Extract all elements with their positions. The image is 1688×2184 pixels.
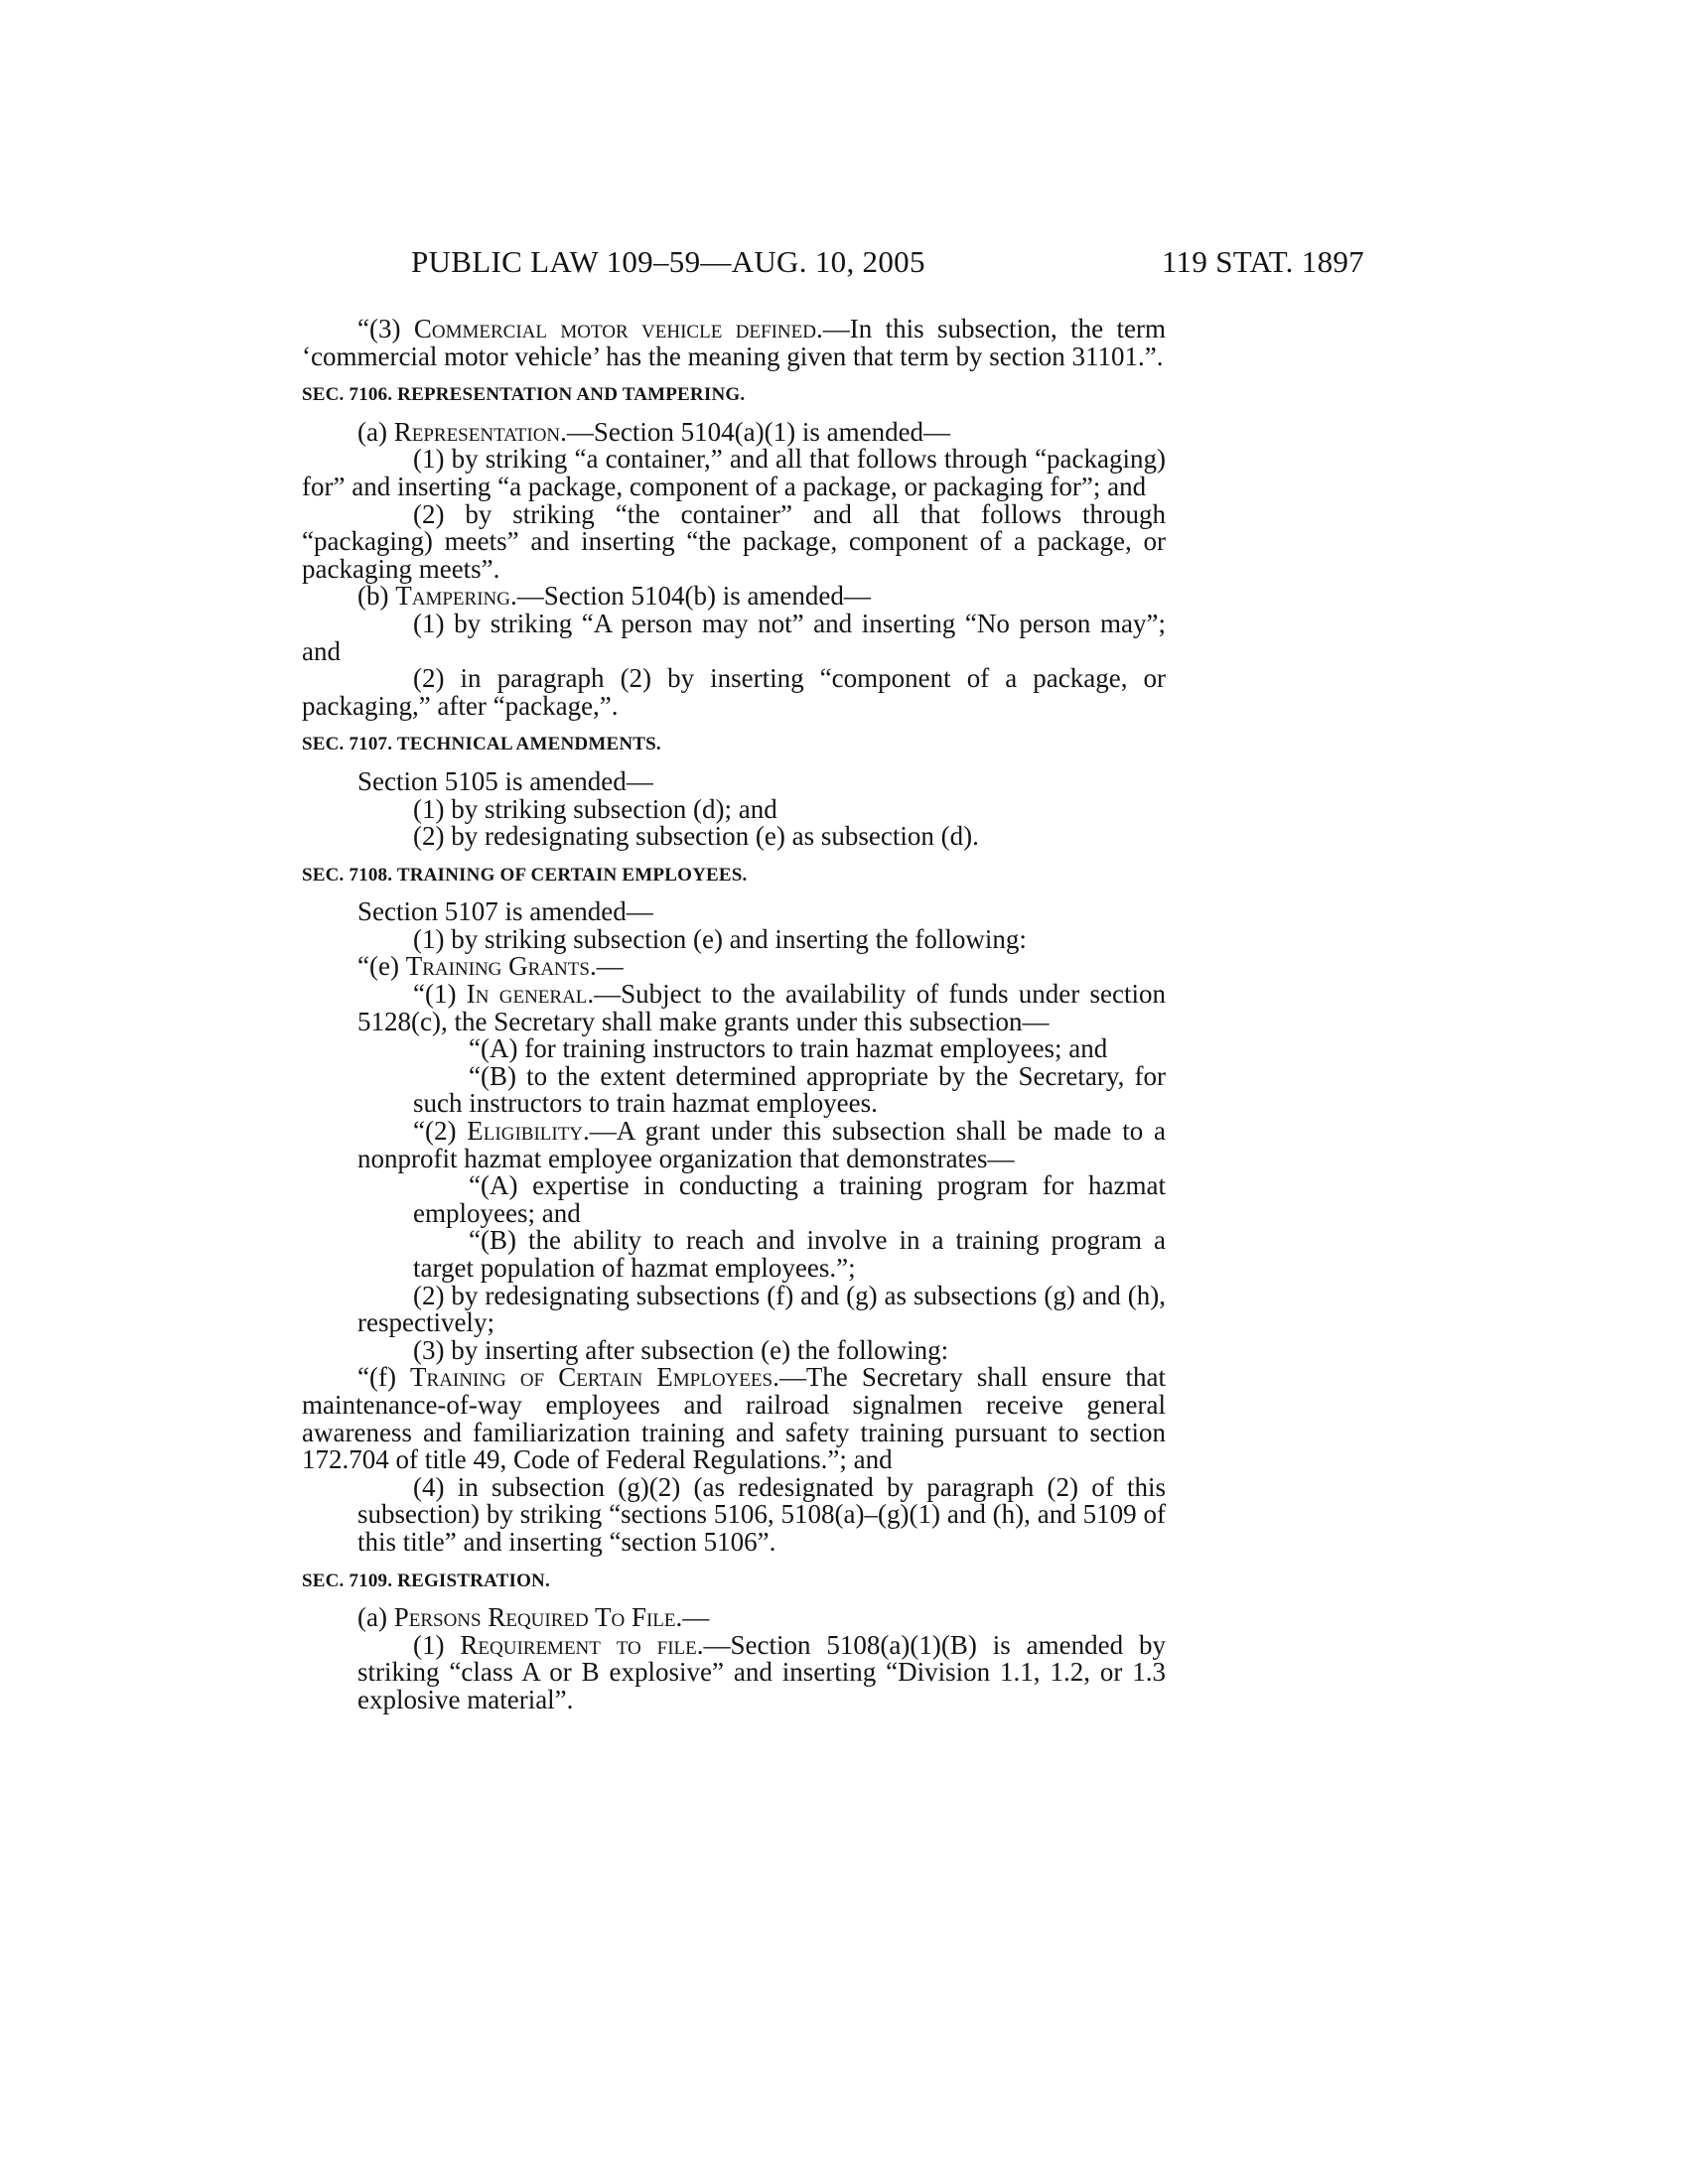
section-heading-7106: SEC. 7106. REPRESENTATION AND TAMPERING. bbox=[302, 384, 746, 406]
section-heading-7108: SEC. 7108. TRAINING OF CERTAIN EMPLOYEES. bbox=[302, 864, 748, 886]
document-page bbox=[302, 0, 1364, 2184]
paragraph-heading: In general bbox=[466, 979, 588, 1010]
subsection-heading: Training Grants bbox=[405, 951, 590, 982]
paragraph-7108-2: (2) by redesignating subsections (f) and (g) as subsections (g) and (h), respectively; bbox=[357, 1280, 1166, 1338]
subsection-heading: Representation bbox=[393, 416, 561, 447]
subsection-training-of-certain-employees: “(f) Training of Certain Employees.—The Secretary shall ensure that maintenance-of-way employees and railroad signalmen receive general awareness and familiarization training and safety training pursuant to section 172.704 of title 49, Code of Federal Regulations.”; and bbox=[302, 1362, 1166, 1475]
subsection-heading: Training of Certain Employees bbox=[410, 1362, 774, 1393]
subsection-representation: (a) Representation.—Section 5104(a)(1) is amended— bbox=[357, 416, 951, 447]
paragraph-commercial-motor-vehicle: “(3) Commercial motor vehicle defined.—In this subsection, the term ‘commercial motor vehicle’ has the meaning given that term by section 31101.”. bbox=[302, 314, 1166, 371]
subparagraph-2-b: “(B) the ability to reach and involve in a training program a target population of hazmat employees.”; bbox=[413, 1225, 1166, 1283]
public-law-citation: PUBLIC LAW 109–59—AUG. 10, 2005 bbox=[411, 244, 925, 279]
running-head bbox=[302, 244, 1364, 284]
section-heading-7107: SEC. 7107. TECHNICAL AMENDMENTS. bbox=[302, 734, 661, 755]
subsection-training-grants: “(e) Training Grants.— bbox=[357, 951, 624, 982]
paragraph-7108-1: (1) by striking subsection (e) and inserting the following: bbox=[413, 923, 1027, 954]
subsection-heading: Tampering bbox=[395, 581, 510, 612]
document-body bbox=[302, 316, 1166, 1714]
paragraph-7108-3: (3) by inserting after subsection (e) the following: bbox=[413, 1334, 949, 1365]
statute-page-number: 119 STAT. 1897 bbox=[1161, 244, 1364, 279]
paragraph-7107-1: (1) by striking subsection (d); and bbox=[413, 793, 777, 824]
paragraph-heading: Requirement to file bbox=[460, 1629, 697, 1660]
paragraph-7108-intro: Section 5107 is amended— bbox=[357, 896, 653, 927]
paragraph-eligibility: “(2) Eligibility.—A grant under this subsection shall be made to a nonprofit hazmat employee organization that demonstrates— bbox=[357, 1116, 1167, 1173]
subsection-persons-required-to-file: (a) Persons Required To File.— bbox=[357, 1602, 710, 1633]
paragraph-7106-a-1: (1) by striking “a container,” and all that follows through “packaging) for” and inserting “a package, component of a package, or packaging for”; and bbox=[302, 444, 1166, 501]
subparagraph-1-a: “(A) for training instructors to train hazmat employees; and bbox=[469, 1033, 1108, 1064]
paragraph-7107-2: (2) by redesignating subsection (e) as subsection (d). bbox=[413, 821, 979, 852]
paragraph-7108-4: (4) in subsection (g)(2) (as redesignated by paragraph (2) of this subsection) by striking “sections 5106, 5108(a)–(g)(1) and (h), and 5109 of this title” and inserting “section 5106”. bbox=[357, 1471, 1166, 1557]
subsection-tampering: (b) Tampering.—Section 5104(b) is amended— bbox=[357, 581, 871, 612]
paragraph-7106-b-2: (2) in paragraph (2) by inserting “component of a package, or packaging,” after “package,”. bbox=[302, 663, 1166, 721]
paragraph-requirement-to-file: (1) Requirement to file.—Section 5108(a)(1)(B) is amended by striking “class A or B explosive” and inserting “Division 1.1, 1.2, or 1.3 explosive material”. bbox=[357, 1629, 1166, 1714]
subparagraph-2-a: “(A) expertise in conducting a training program for hazmat employees; and bbox=[413, 1170, 1166, 1228]
paragraph-7107-intro: Section 5105 is amended— bbox=[357, 765, 653, 796]
paragraph-heading: Commercial motor vehicle defined bbox=[413, 314, 816, 343]
paragraph-7106-b-1: (1) by striking “A person may not” and inserting “No person may”; and bbox=[302, 608, 1166, 666]
subsection-heading: Persons Required To File bbox=[393, 1602, 676, 1633]
subparagraph-1-b: “(B) to the extent determined appropriate by the Secretary, for such instructors to train hazmat employees. bbox=[413, 1060, 1166, 1119]
paragraph-in-general: “(1) In general.—Subject to the availability of funds under section 5128(c), the Secretary shall make grants under this subsection— bbox=[357, 979, 1166, 1036]
paragraph-heading: Eligibility bbox=[467, 1116, 584, 1147]
section-heading-7109: SEC. 7109. REGISTRATION. bbox=[302, 1570, 550, 1591]
paragraph-7106-a-2: (2) by striking “the container” and all that follows through “packaging) meets” and inserting “the package, component of a package, or packaging meets”. bbox=[302, 498, 1166, 584]
